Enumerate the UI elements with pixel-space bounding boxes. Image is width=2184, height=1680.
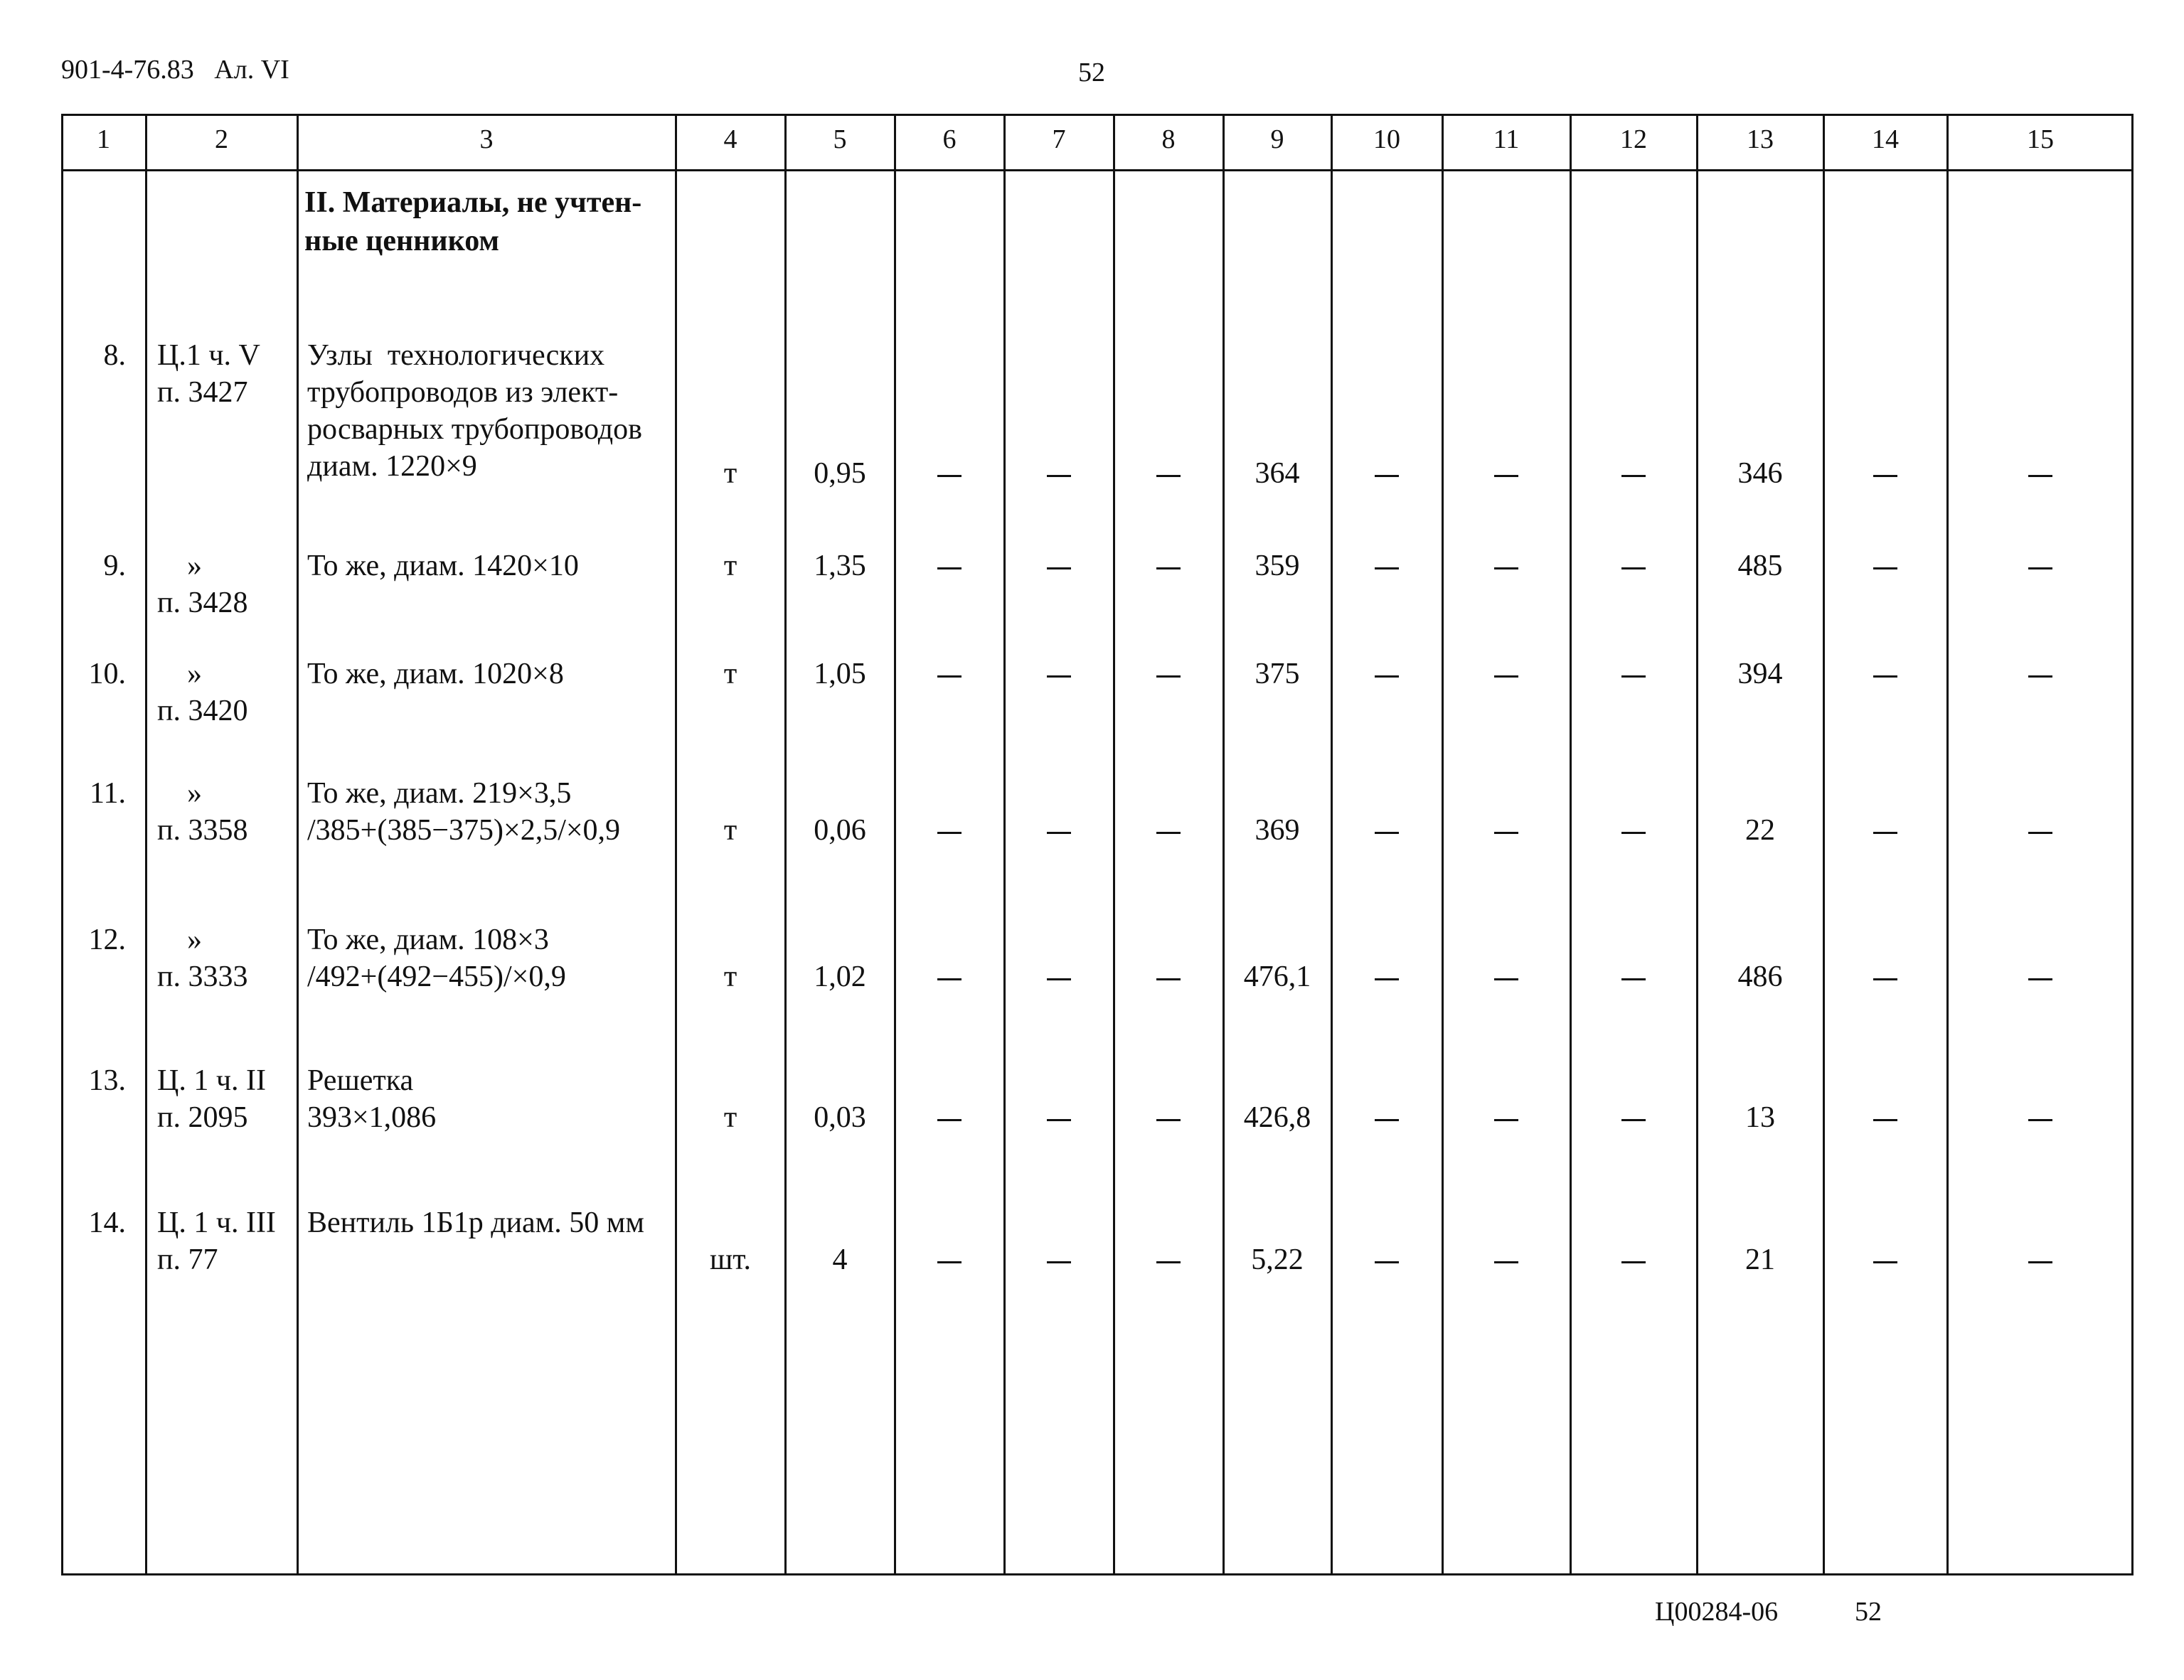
row-quantity: 4: [832, 1243, 848, 1276]
row-col9: 476,1: [1243, 961, 1311, 993]
row-name: Вентиль 1Б1р диам. 50 мм: [307, 1207, 644, 1239]
dash-mark: [1873, 1261, 1897, 1263]
dash-mark: [937, 475, 962, 477]
column-divider: [1442, 114, 1444, 1575]
dash-mark: [1156, 567, 1181, 569]
dash-mark: [1873, 1119, 1897, 1121]
row-unit: т: [723, 961, 737, 993]
dash-mark: [1156, 475, 1181, 477]
column-divider: [1570, 114, 1572, 1575]
dash-mark: [1494, 567, 1518, 569]
row-name: То же, диам. 219×3,5 /385+(385−375)×2,5/×0,9: [307, 777, 621, 847]
dash-mark: [1873, 567, 1897, 569]
dash-mark: [1156, 1261, 1181, 1263]
row-reference: Ц. 1 ч. III п. 77: [157, 1207, 276, 1276]
footer-code: Ц00284-06: [1655, 1597, 1779, 1627]
dash-mark: [1494, 1261, 1518, 1263]
dash-mark: [2028, 1119, 2052, 1121]
dash-mark: [1873, 675, 1897, 678]
row-col13: 346: [1737, 457, 1783, 490]
row-reference: » п. 3333: [157, 924, 248, 993]
dash-mark: [1047, 567, 1071, 569]
dash-mark: [937, 1119, 962, 1121]
row-number: 10.: [88, 658, 126, 690]
column-number-3: 3: [479, 124, 494, 154]
column-number-12: 12: [1620, 124, 1647, 154]
column-number-9: 9: [1270, 124, 1284, 154]
dash-mark: [937, 978, 962, 980]
dash-mark: [1873, 475, 1897, 477]
dash-mark: [937, 832, 962, 834]
row-col13: 485: [1737, 550, 1783, 582]
row-reference: Ц. 1 ч. II п. 2095: [157, 1064, 266, 1134]
row-col13: 21: [1745, 1243, 1775, 1276]
dash-mark: [1047, 1261, 1071, 1263]
row-name: Узлы технологических трубопроводов из элект- росварных трубопроводов диам. 1220×9: [307, 339, 642, 483]
column-number-13: 13: [1747, 124, 1774, 154]
row-col9: 364: [1255, 457, 1300, 490]
dash-mark: [937, 567, 962, 569]
column-divider: [1003, 114, 1006, 1575]
column-number-10: 10: [1373, 124, 1400, 154]
dash-mark: [1375, 475, 1399, 477]
row-number: 14.: [88, 1207, 126, 1239]
dash-mark: [1494, 475, 1518, 477]
row-number: 8.: [103, 339, 126, 372]
section-title: II. Материалы, не учтен- ные ценником: [304, 186, 642, 257]
column-divider: [1113, 114, 1115, 1575]
dash-mark: [1375, 1261, 1399, 1263]
dash-mark: [1621, 832, 1646, 834]
dash-mark: [1156, 978, 1181, 980]
row-unit: т: [723, 658, 737, 690]
dash-mark: [1047, 978, 1071, 980]
column-number-8: 8: [1161, 124, 1176, 154]
dash-mark: [1494, 832, 1518, 834]
dash-mark: [2028, 675, 2052, 678]
row-reference: » п. 3428: [157, 550, 248, 619]
row-name: То же, диам. 108×3 /492+(492−455)/×0,9: [307, 924, 566, 993]
column-number-11: 11: [1493, 124, 1520, 154]
row-col13: 394: [1737, 658, 1783, 690]
row-name: То же, диам. 1020×8: [307, 658, 564, 690]
dash-mark: [1621, 475, 1646, 477]
row-col13: 22: [1745, 814, 1775, 847]
dash-mark: [1047, 675, 1071, 678]
column-number-5: 5: [833, 124, 847, 154]
row-col9: 369: [1255, 814, 1300, 847]
row-quantity: 0,03: [814, 1101, 866, 1134]
dash-mark: [1621, 1119, 1646, 1121]
row-name: Решетка 393×1,086: [307, 1064, 437, 1134]
dash-mark: [1494, 978, 1518, 980]
column-divider: [1946, 114, 1949, 1575]
column-number-1: 1: [97, 124, 110, 154]
column-number-2: 2: [215, 124, 228, 154]
column-number-4: 4: [723, 124, 737, 154]
document-code: 901-4-76.83 Ал. VI: [61, 55, 289, 85]
row-quantity: 1,05: [814, 658, 866, 690]
dash-mark: [1047, 1119, 1071, 1121]
dash-mark: [1375, 832, 1399, 834]
dash-mark: [1873, 832, 1897, 834]
row-col13: 486: [1737, 961, 1783, 993]
dash-mark: [1375, 675, 1399, 678]
row-col9: 5,22: [1251, 1243, 1304, 1276]
row-quantity: 0,95: [814, 457, 866, 490]
dash-mark: [1156, 675, 1181, 678]
row-unit: т: [723, 1101, 737, 1134]
row-quantity: 1,35: [814, 550, 866, 582]
row-reference: Ц.1 ч. V п. 3427: [157, 339, 260, 409]
column-divider: [297, 114, 299, 1575]
dash-mark: [2028, 978, 2052, 980]
row-quantity: 0,06: [814, 814, 866, 847]
dash-mark: [1375, 1119, 1399, 1121]
column-number-6: 6: [942, 124, 957, 154]
dash-mark: [937, 1261, 962, 1263]
dash-mark: [1047, 832, 1071, 834]
dash-mark: [2028, 567, 2052, 569]
row-unit: шт.: [709, 1243, 752, 1276]
row-name: То же, диам. 1420×10: [307, 550, 579, 582]
row-reference: » п. 3358: [157, 777, 248, 847]
row-col9: 359: [1255, 550, 1300, 582]
column-number-15: 15: [2027, 124, 2054, 154]
page-number-top: 52: [1078, 58, 1105, 87]
dash-mark: [1494, 1119, 1518, 1121]
row-col13: 13: [1745, 1101, 1775, 1134]
column-divider: [145, 114, 147, 1575]
dash-mark: [2028, 832, 2052, 834]
dash-mark: [937, 675, 962, 678]
dash-mark: [1621, 567, 1646, 569]
column-number-14: 14: [1872, 124, 1899, 154]
row-unit: т: [723, 457, 737, 490]
row-unit: т: [723, 550, 737, 582]
dash-mark: [1621, 1261, 1646, 1263]
dash-mark: [2028, 475, 2052, 477]
dash-mark: [1156, 1119, 1181, 1121]
dash-mark: [1621, 675, 1646, 678]
row-col9: 426,8: [1243, 1101, 1311, 1134]
row-number: 11.: [90, 777, 126, 810]
row-number: 12.: [88, 924, 126, 956]
row-reference: » п. 3420: [157, 658, 248, 727]
column-number-7: 7: [1052, 124, 1066, 154]
dash-mark: [1494, 675, 1518, 678]
dash-mark: [1156, 832, 1181, 834]
dash-mark: [1375, 978, 1399, 980]
row-col9: 375: [1255, 658, 1300, 690]
dash-mark: [1047, 475, 1071, 477]
row-unit: т: [723, 814, 737, 847]
page-number-bottom: 52: [1855, 1597, 1882, 1627]
row-quantity: 1,02: [814, 961, 866, 993]
dash-mark: [2028, 1261, 2052, 1263]
row-number: 13.: [88, 1064, 126, 1097]
dash-mark: [1375, 567, 1399, 569]
dash-mark: [1873, 978, 1897, 980]
dash-mark: [1621, 978, 1646, 980]
row-number: 9.: [103, 550, 126, 582]
